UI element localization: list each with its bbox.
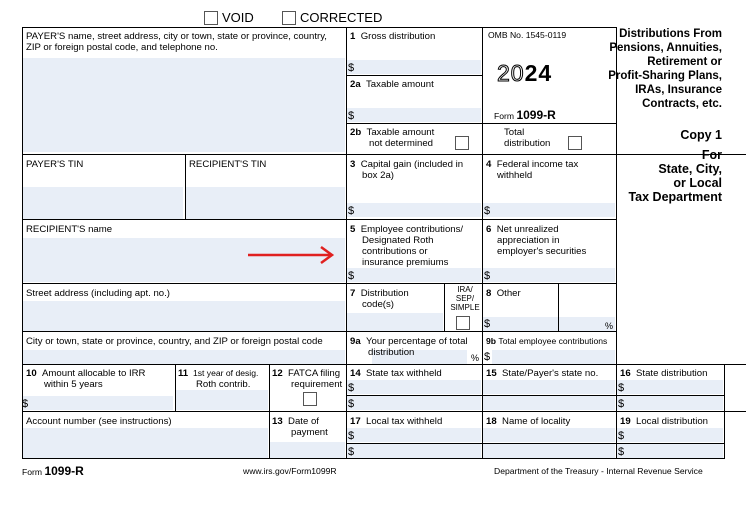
box19-dollar-b: $ (618, 446, 625, 458)
box17-dollar-a: $ (348, 430, 355, 442)
title-line5: IRAs, Insurance (635, 84, 722, 96)
box17-field-a[interactable] (347, 428, 481, 442)
box9b-dollar: $ (484, 351, 491, 363)
tax-year-suffix: 24 (524, 60, 553, 86)
box4-label-line1: Federal income tax (496, 159, 579, 170)
void-label: VOID (222, 10, 254, 25)
box10-label-line2: within 5 years (44, 379, 103, 390)
box1-number: 1 (350, 31, 356, 42)
payer-tin-label: PAYER'S TIN (26, 159, 84, 170)
box11-number: 11 (178, 368, 189, 379)
box12-label-line2: requirement (291, 379, 343, 390)
box3-field[interactable] (347, 203, 481, 217)
box17-label: Local tax withheld (366, 416, 443, 427)
box3-label-line2: box 2a) (362, 170, 394, 181)
account-label: Account number (see instructions) (26, 416, 172, 427)
box8-dollar: $ (484, 318, 491, 330)
box9b-number: 9b (486, 336, 497, 346)
box7-field[interactable] (347, 313, 443, 331)
box12-label-line1: FATCA filing (288, 368, 341, 379)
tax-year (497, 60, 552, 87)
box19-field-b[interactable] (617, 444, 723, 458)
box9b-label: Total employee contributions (498, 336, 608, 346)
footer-url[interactable]: www.irs.gov/Form1099R (243, 466, 337, 476)
box6-dollar: $ (484, 270, 491, 282)
box16-dollar-a: $ (618, 382, 625, 394)
box15-label: State/Payer's state no. (502, 368, 599, 379)
recipient-name-label: RECIPIENT'S name (26, 224, 113, 235)
box2b-checkbox[interactable] (455, 136, 469, 150)
void-checkbox[interactable] (204, 11, 218, 25)
ira-line3: SIMPLE (450, 303, 480, 312)
recipient-tin-label: RECIPIENT'S TIN (189, 159, 267, 170)
box5-label-line3: contributions or (362, 246, 428, 257)
box4-dollar: $ (484, 205, 491, 217)
box5-dollar: $ (348, 270, 355, 282)
box17-number: 17 (350, 416, 361, 427)
box13-number: 13 (272, 416, 283, 427)
box2b-number: 2b (350, 127, 362, 138)
title-line4: Profit-Sharing Plans, (608, 70, 722, 82)
box18-field-a[interactable] (483, 428, 615, 442)
omb-number: OMB No. 1545-0119 (488, 30, 567, 40)
box6-label-line3: employer's securities (497, 246, 587, 257)
box6-label-line1: Net unrealized (496, 224, 559, 235)
box2b-label-line2: not determined (369, 138, 433, 149)
box12-number: 12 (272, 368, 283, 379)
total-dist-line1: Total (504, 127, 525, 138)
box13-label-line1: Date of (288, 416, 319, 427)
box19-field-a[interactable] (617, 428, 723, 442)
form-title (596, 27, 722, 111)
box16-label: State distribution (636, 368, 708, 379)
ira-line2: SEP/ (455, 294, 475, 303)
box5-field[interactable] (347, 268, 481, 282)
box5-number: 5 (350, 224, 356, 235)
payer-name-field[interactable] (23, 58, 345, 152)
payer-tin-field[interactable] (23, 187, 183, 219)
box11-label-line2: Roth contrib. (196, 379, 251, 390)
recipient-tin-field[interactable] (186, 187, 345, 219)
ira-line1: IRA/ (457, 285, 473, 294)
title-line2: Pensions, Annuities, (609, 42, 722, 54)
box14-field-a[interactable] (347, 380, 481, 394)
box5-label-line4: insurance premiums (362, 257, 449, 268)
box8-label: Other (496, 288, 521, 299)
box15-field-b[interactable] (483, 396, 615, 410)
red-arrow-icon (245, 244, 337, 266)
copy-line4: or Local (673, 176, 722, 190)
box18-label: Name of locality (502, 416, 571, 427)
box11-field[interactable] (176, 390, 268, 410)
box13-label-line2: payment (291, 427, 328, 438)
box14-number: 14 (350, 368, 361, 379)
box1-dollar: $ (348, 62, 355, 74)
box5-label-line2: Designated Roth (362, 235, 434, 246)
box4-label-line2: withheld (497, 170, 533, 181)
street-label: Street address (including apt. no.) (26, 288, 170, 299)
box19-dollar-a: $ (618, 430, 625, 442)
title-line1: Distributions From (619, 28, 722, 40)
box2a-number: 2a (350, 79, 361, 90)
box2a-label: Taxable amount (366, 79, 434, 90)
box5-label-line1: Employee contributions/ (360, 224, 464, 235)
box3-label-line1: Capital gain (included in (360, 159, 464, 170)
top-border (22, 27, 616, 28)
total-dist-line2: distribution (504, 138, 551, 149)
box9a-number: 9a (350, 336, 361, 347)
box13-field[interactable] (270, 442, 345, 458)
payer-name-label: PAYER'S name, street address, city or town, state or province, country, ZIP or foreign postal code, and telephone no. (26, 31, 327, 53)
box3-dollar: $ (348, 205, 355, 217)
box14-dollar-b: $ (348, 398, 355, 410)
omb-form-prefix: Form (494, 111, 515, 121)
copy-line3: State, City, (658, 162, 722, 176)
corrected-checkbox[interactable] (282, 11, 296, 25)
box6-label-line2: appreciation in (497, 235, 560, 246)
box16-dollar-b: $ (618, 398, 625, 410)
box8-number: 8 (486, 288, 492, 299)
city-label: City or town, state or province, country, and ZIP or foreign postal code (26, 336, 323, 347)
box11-label-line1: 1st year of desig. (192, 368, 259, 378)
total-dist-checkbox[interactable] (568, 136, 582, 150)
footer-department: Department of the Treasury - Internal Revenue Service (494, 466, 703, 476)
box2b-label-line1: Taxable amount (366, 127, 435, 138)
box14-field-b[interactable] (347, 396, 481, 410)
box7-number: 7 (350, 288, 356, 299)
box14-dollar-a: $ (348, 382, 355, 394)
footer-form-prefix: Form (22, 467, 43, 477)
box19-label: Local distribution (636, 416, 709, 427)
box1-field[interactable] (347, 60, 481, 74)
box15-number: 15 (486, 368, 497, 379)
box14-label: State tax withheld (366, 368, 442, 379)
box10-label-line1: Amount allocable to IRR (42, 368, 146, 379)
fatca-checkbox[interactable] (303, 392, 317, 406)
omb-form-name: 1099-R (516, 108, 556, 122)
box17-dollar-b: $ (348, 446, 355, 458)
box6-field[interactable] (483, 268, 615, 282)
box1-label: Gross distribution (360, 31, 436, 42)
box6-number: 6 (486, 224, 492, 235)
tax-year-prefix: 20 (497, 60, 525, 86)
footer-form-name: 1099-R (44, 464, 84, 478)
box10-dollar: $ (22, 398, 29, 410)
title-line6: Contracts, etc. (642, 98, 722, 110)
title-line3: Retirement or (647, 56, 722, 68)
box4-number: 4 (486, 159, 492, 170)
box2a-dollar: $ (348, 110, 355, 122)
box19-number: 19 (620, 416, 631, 427)
box18-field-b[interactable] (483, 444, 615, 458)
copy-block (600, 128, 722, 204)
box15-field-a[interactable] (483, 380, 615, 394)
box9a-percent: % (471, 353, 480, 363)
box2a-field[interactable] (347, 108, 481, 122)
box9a-label-line1: Your percentage of total (366, 336, 468, 347)
box7-label-line2: code(s) (362, 299, 394, 310)
box4-field[interactable] (483, 203, 615, 217)
ira-sep-simple-checkbox[interactable] (456, 316, 470, 330)
box8-field[interactable] (483, 317, 615, 331)
box17-field-b[interactable] (347, 444, 481, 458)
box9a-label-line2: distribution (368, 347, 415, 358)
copy-line1: Copy 1 (680, 128, 722, 142)
box16-number: 16 (620, 368, 631, 379)
box10-field[interactable] (23, 396, 173, 410)
corrected-label: CORRECTED (300, 10, 383, 25)
box18-number: 18 (486, 416, 497, 427)
city-field[interactable] (23, 350, 345, 364)
box10-number: 10 (26, 368, 37, 379)
street-field[interactable] (23, 301, 345, 331)
box8-percent: % (605, 321, 614, 331)
account-field[interactable] (23, 428, 268, 458)
copy-line2: For (701, 148, 722, 162)
box16-field-a[interactable] (617, 380, 723, 394)
box9b-field[interactable] (492, 350, 615, 364)
box3-number: 3 (350, 159, 356, 170)
copy-line5: Tax Department (628, 190, 722, 204)
box7-label-line1: Distribution (360, 288, 409, 299)
box16-field-b[interactable] (617, 396, 723, 410)
